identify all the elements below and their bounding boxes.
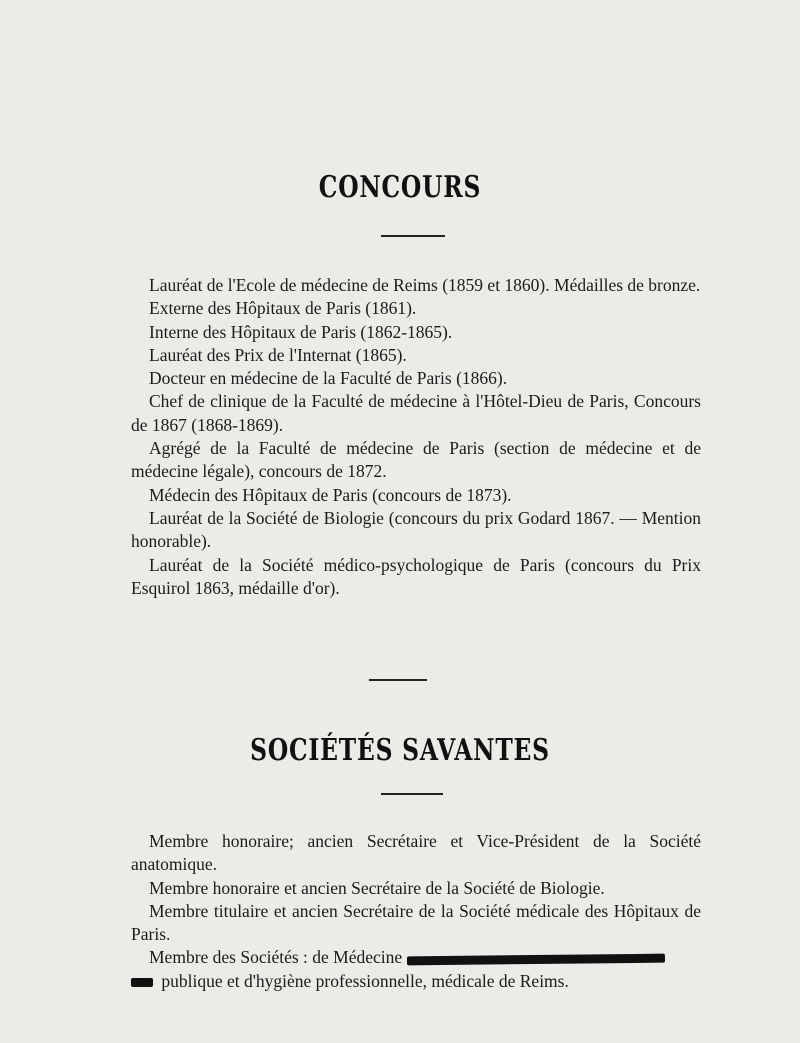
list-item: Lauréat de la Société de Biologie (concours du prix Godard 1867. — Mention honorable). — [131, 507, 701, 552]
list-item: Interne des Hôpitaux de Paris (1862-1865). — [149, 321, 453, 342]
list-item: Lauréat de l'Ecole de médecine de Reims (1859 et 1860). Médailles de bronze. — [149, 275, 701, 295]
list-item: Membre honoraire; ancien Secrétaire et Vice-Président de la Société anatomique. — [131, 831, 701, 875]
list-item: Lauréat de la Société médico-psychologique de Paris (concours du Prix Esquirol 1863, médaille d'or). — [131, 554, 701, 598]
concours-list — [131, 274, 701, 600]
title-rule — [381, 793, 443, 795]
list-item: Membre honoraire et ancien Secrétaire de la Société de Biologie. — [149, 877, 605, 898]
list-item: Agrégé de la Faculté de médecine de Paris (section de médecine et de médecine légale), concours de 1872. — [131, 438, 701, 482]
title-rule — [381, 235, 445, 237]
section-divider — [369, 679, 427, 681]
list-item: Membre titulaire et ancien Secrétaire de la Société médicale des Hôpitaux de Paris. — [131, 900, 701, 945]
list-item: Externe des Hôpitaux de Paris (1861). — [149, 298, 417, 319]
list-item-end: publique et d'hygiène professionnelle, médicale de Reims. — [161, 970, 569, 991]
section-title-concours: CONCOURS — [318, 170, 482, 205]
list-item-redacted — [131, 946, 701, 993]
list-item: Chef de clinique de la Faculté de médecine à l'Hôtel-Dieu de Paris, Concours de 1867 (1868-1869). — [131, 391, 701, 435]
list-item: Docteur en médecine de la Faculté de Paris (1866). — [149, 368, 508, 389]
section-title-societes: SOCIÉTÉS SAVANTES — [250, 733, 550, 768]
list-item: Médecin des Hôpitaux de Paris (concours de 1873). — [149, 484, 512, 505]
list-item: Lauréat des Prix de l'Internat (1865). — [149, 344, 407, 365]
redaction-mark — [131, 978, 153, 987]
societes-list — [131, 830, 701, 993]
list-item-start: Membre des Sociétés : de Médecine — [149, 947, 403, 968]
redaction-mark — [407, 954, 665, 966]
